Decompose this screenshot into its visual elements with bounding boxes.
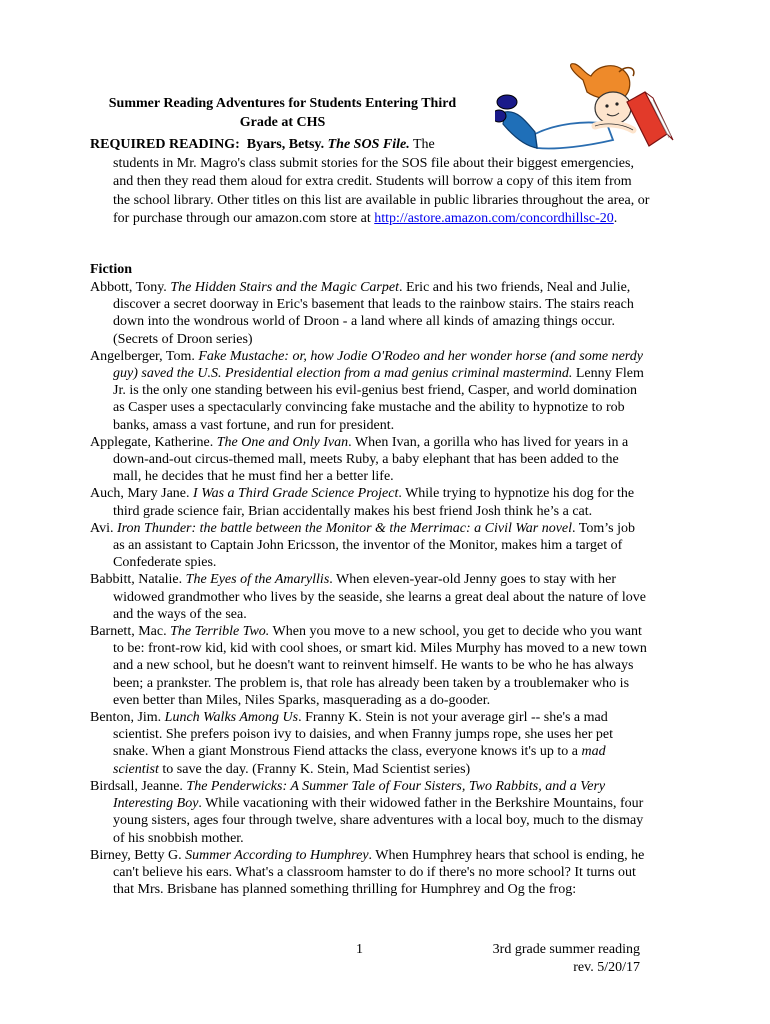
entry-description: . When Ivan, a gorilla who has lived for years in a down-and-out circus-themed mall, meets Ruby, a baby elephant that has been added to the mall, he decides that he must find her a better life.: [113, 434, 629, 485]
entry-author: Auch, Mary Jane.: [90, 486, 190, 502]
entry-description-cont: to save the day. (Franny K. Stein, Mad Scientist series): [158, 761, 471, 777]
entry-description: . While trying to hypnotize his dog for the third grade science fair, Brian accidentally makes his best friend Josh think he’s a cat.: [113, 486, 635, 519]
entry-title: Iron Thunder: the battle between the Monitor & the Merrimac: a Civil War novel: [116, 520, 573, 536]
required-line1-rest: The: [412, 137, 435, 152]
entry-title-inline: mad scientist: [113, 744, 606, 777]
entry-author: Barnett, Mac.: [90, 624, 167, 640]
entry-title: The Terrible Two.: [170, 624, 270, 640]
book-entry-angelberger: [90, 348, 650, 434]
required-label: REQUIRED READING:: [90, 137, 240, 152]
entry-description: Lenny Flem Jr. is the only one standing between his evil-genius best friend, Casper, and world domination as Casper uses a spectacularly convincing fake mustache and the ability to hypnotize to rob banks, amass a vast fortune, and run for president.: [113, 366, 644, 433]
entry-author: Benton, Jim.: [90, 710, 162, 726]
book-entry-babbitt: [90, 571, 650, 623]
entry-title: I Was a Third Grade Science Project: [193, 486, 399, 502]
entry-author: Birdsall, Jeanne.: [90, 778, 183, 794]
book-entry-benton: [90, 709, 650, 778]
entry-title: Fake Mustache: or, how Jodie O'Rodeo and her wonder horse (and some nerdy guy) saved the U.S. Presidential election from a mad genius criminal mastermind.: [113, 348, 643, 382]
book-entry-abbott: [90, 279, 650, 348]
footer-revision: rev. 5/20/17: [573, 960, 640, 975]
entry-author: Babbitt, Natalie.: [90, 572, 183, 588]
entry-author: Birney, Betty G.: [90, 847, 182, 863]
entry-description: . Eric and his two friends, Neal and Julie, discover a secret doorway in Eric's basement that leads to the rainbow stairs. The stairs reach down into the wondrous world of Droon - a land where all kinds of amazing things occur. (Secrets of Droon series): [113, 280, 634, 347]
fiction-list: [90, 279, 650, 898]
entry-description: . While vacationing with their widowed father in the Berkshire Mountains, four young sisters, ages four through twelve, share adventures with a local boy, much to the dismay of his snobbish mother.: [113, 796, 644, 846]
fiction-heading: Fiction: [90, 262, 132, 277]
required-reading: [90, 136, 650, 229]
required-description-block: [90, 155, 650, 229]
entry-author: Abbott, Tony.: [90, 280, 167, 295]
page-title: [90, 94, 475, 132]
book-entry-birdsall: [90, 778, 650, 847]
required-lead: [90, 136, 650, 155]
entry-title: The Hidden Stairs and the Magic Carpet: [170, 280, 399, 295]
entry-description: . When eleven-year-old Jenny goes to stay with her widowed grandmother who lives by the seaside, she learns a great deal about the nature of love and the ways of the sea.: [113, 572, 646, 622]
entry-title: The One and Only Ivan: [216, 434, 349, 450]
entry-title: Lunch Walks Among Us: [164, 710, 299, 726]
required-author: Byars, Betsy.: [246, 137, 325, 152]
amazon-store-link[interactable]: http://astore.amazon.com/concordhillsc-20: [374, 211, 614, 226]
book-entry-applegate: [90, 434, 650, 486]
footer-label-line-1: 3rd grade summer reading: [492, 942, 640, 957]
entry-title: Summer According to Humphrey: [185, 847, 369, 863]
page-number: 1: [356, 942, 363, 957]
entry-description: . Tom’s job as an assistant to Captain John Ericsson, the inventor of the Monitor, makes him a target of Confederate spies.: [113, 520, 635, 571]
title-line-2: Grade at CHS: [239, 115, 326, 130]
book-entry-avi: [90, 520, 650, 572]
entry-author: Avi.: [90, 520, 114, 536]
book-entry-barnett: [90, 623, 650, 709]
book-entry-birney: [90, 847, 650, 899]
entry-description: . Franny K. Stein is not your average girl -- she's a mad scientist. She prefers poison ivy to daisies, and when Franny jumps rope, she uses her pet snake. When a giant Monstrous Fiend attacks the class, everyone knows it's up to a: [113, 710, 614, 760]
entry-author: Applegate, Katherine.: [90, 434, 214, 450]
required-book-title: The SOS File.: [327, 137, 410, 152]
entry-description: When you move to a new school, you get to decide who you want to be: front-row kid, kid with cool shoes, or smart kid. Miles Murphy has moved to a new town and a new school, but he doesn't want to reinvent himself. He wants to be who he has always been; a prankster. The problem is, that role has already been taken by a troublemaker who is even better than Miles, Niles Sparks, masquerading as a do-gooder.: [113, 624, 647, 708]
required-after-link: .: [613, 211, 618, 226]
entry-author: Angelberger, Tom.: [90, 348, 195, 364]
required-description: students in Mr. Magro's class submit stories for the SOS file about their biggest emergencies, and then they read them aloud for extra credit. Students will borrow a copy of this item from the school library. Other titles on this list are available in public libraries throughout the area, or for purchase through our amazon.com store at: [113, 155, 650, 226]
footer-label: [474, 941, 640, 977]
book-entry-auch: [90, 485, 650, 519]
title-line-1: Summer Reading Adventures for Students Entering Third: [108, 96, 457, 111]
entry-title: The Penderwicks: A Summer Tale of Four Sisters, Two Rabbits, and a Very Interesting Boy: [113, 778, 606, 812]
entry-description: . When Humphrey hears that school is ending, he can't believe his ears. What's a classroom hamster to do if there's no more school? It turns out that Mrs. Brisbane has planned something thrilling for Humphrey and Og the frog:: [113, 847, 645, 898]
entry-title: The Eyes of the Amaryllis: [185, 572, 330, 588]
